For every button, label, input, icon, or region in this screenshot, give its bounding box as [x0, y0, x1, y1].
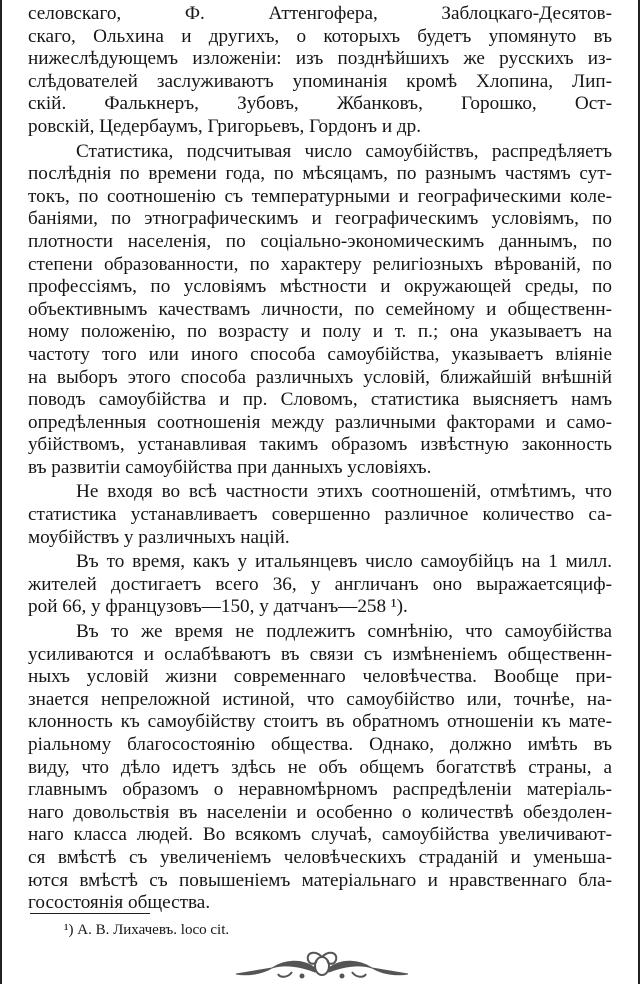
- text-line: опредѣленныя соотношенія между различными факторами и само-: [28, 411, 612, 433]
- text-line: профессіямъ, по условіямъ мѣстности и окружающей среды, по: [28, 276, 612, 298]
- text-line: Въ то же время не подлежитъ сомнѣнію, что самоубійства: [76, 621, 612, 643]
- text-line: баніями, по этнографическимъ и географическимъ условіямъ, по: [28, 208, 612, 230]
- text-line: слѣдователей заслуживаютъ упоминанія кромѣ Хлопина, Лип-: [28, 70, 612, 92]
- text-line: Статистика, подсчитывая число самоубійствъ, распредѣляетъ: [76, 140, 612, 162]
- text-line: на выборъ этого способа различныхъ условій, ближайшій внѣшній: [28, 366, 612, 388]
- paragraph: [28, 621, 612, 915]
- paragraph: [28, 551, 612, 619]
- text-line: виду, что дѣло идетъ здѣсь не объ общемъ богатствѣ страны, а: [28, 756, 612, 778]
- text-line: наго класса людей. Во всякомъ случаѣ, самоубійства увеличивают-: [28, 824, 612, 846]
- paragraph: [28, 3, 612, 139]
- text-line: нижеслѣдующемъ изложеніи: изъ позднѣйшихъ же русскихъ из-: [28, 48, 612, 70]
- text-line: усиливаются и ослабѣваютъ въ связи съ измѣненіемъ общественн-: [28, 643, 612, 665]
- text-line: ются вмѣстѣ съ повышеніемъ матеріальнаго и нравственнаго бла-: [28, 869, 612, 891]
- text-line: ровскій, Цедербаумъ, Григорьевъ, Гордонъ и др.: [28, 115, 422, 137]
- text-line: ріальному благосостоянію общества. Однако, должно имѣть въ: [28, 734, 612, 755]
- text-line: клонность къ самоубійству стоитъ въ обратномъ отношеніи къ мате-: [28, 711, 612, 733]
- text-line: статистика устанавливаетъ совершенно различное количество са-: [28, 504, 612, 526]
- text-line: моубійствъ у различныхъ націй.: [28, 526, 290, 548]
- text-line: знается непреложной истиной, что самоубійство или, точнѣе, на-: [28, 688, 612, 710]
- text-line: частоту того или иного способа самоубійства, указываетъ вліяніе: [28, 343, 612, 365]
- text-line: рой 66, у французовъ—150, у датчанъ—258 ¹).: [28, 596, 408, 618]
- text-line: степени образованности, по характеру религіозныхъ вѣрованій, по: [28, 253, 612, 275]
- text-line: Не входя во всѣ частности этихъ соотношеній, отмѣтимъ, что: [76, 481, 612, 503]
- paragraph: [28, 141, 612, 480]
- text-line: скій. Фалькнеръ, Зубовъ, Жбанковъ, Горошко, Ост-: [28, 93, 612, 115]
- text-line: главнымъ образомъ о неравномѣрномъ распредѣленіи матеріаль-: [28, 779, 612, 801]
- text-line: скаго, Ольхина и другихъ, о которыхъ будетъ упомянуто въ: [28, 25, 612, 47]
- text-line: токъ, по соотношенію съ температурными и географическими коле-: [28, 185, 612, 207]
- text-line: послѣднія по времени года, по мѣсяцамъ, по разнымъ частямъ сут-: [28, 163, 612, 185]
- text-line: объективнымъ качествамъ личности, по семейному и общественн-: [28, 298, 612, 320]
- text-line: ся вмѣстѣ съ увеличеніемъ человѣческихъ страданій и уменьша-: [28, 846, 612, 868]
- text-line: жителей достигаетъ всего 36, у англичанъ оно выражаетсяциф-: [28, 573, 612, 595]
- text-line: ному положенію, по возрасту и полу и т. п.; она указываетъ на: [28, 321, 612, 343]
- text-line: селовскаго, Ф. Аттенгофера, Заблоцкаго-Десятов-: [28, 3, 612, 24]
- text-line: плотности населенія, по соціально-экономическимъ даннымъ, по: [28, 230, 612, 252]
- text-line: госостоянія общества.: [28, 892, 211, 914]
- text-line: Въ то время, какъ у итальянцевъ число самоубійцъ на 1 милл.: [76, 551, 612, 573]
- ornament-icon: [232, 948, 412, 982]
- text-line: наго довольствія въ населеніи и особенно о количествѣ обездолен-: [28, 801, 612, 823]
- body-text: [28, 3, 612, 915]
- text-line: поводъ самоубійства и пр. Словомъ, статистика выясняетъ намъ: [28, 389, 612, 411]
- text-line: ныхъ условій жизни современнаго человѣчества. Вообще при-: [28, 666, 612, 688]
- footnote: ¹) А. В. Лихачевъ. loco cit.: [64, 922, 230, 938]
- footnote-rule: [30, 913, 150, 914]
- text-line: въ развитіи самоубійства при данныхъ условіяхъ.: [28, 456, 432, 478]
- text-line: убійствомъ, устанавливая такимъ образомъ извѣстную законность: [28, 434, 612, 456]
- paragraph: [28, 481, 612, 549]
